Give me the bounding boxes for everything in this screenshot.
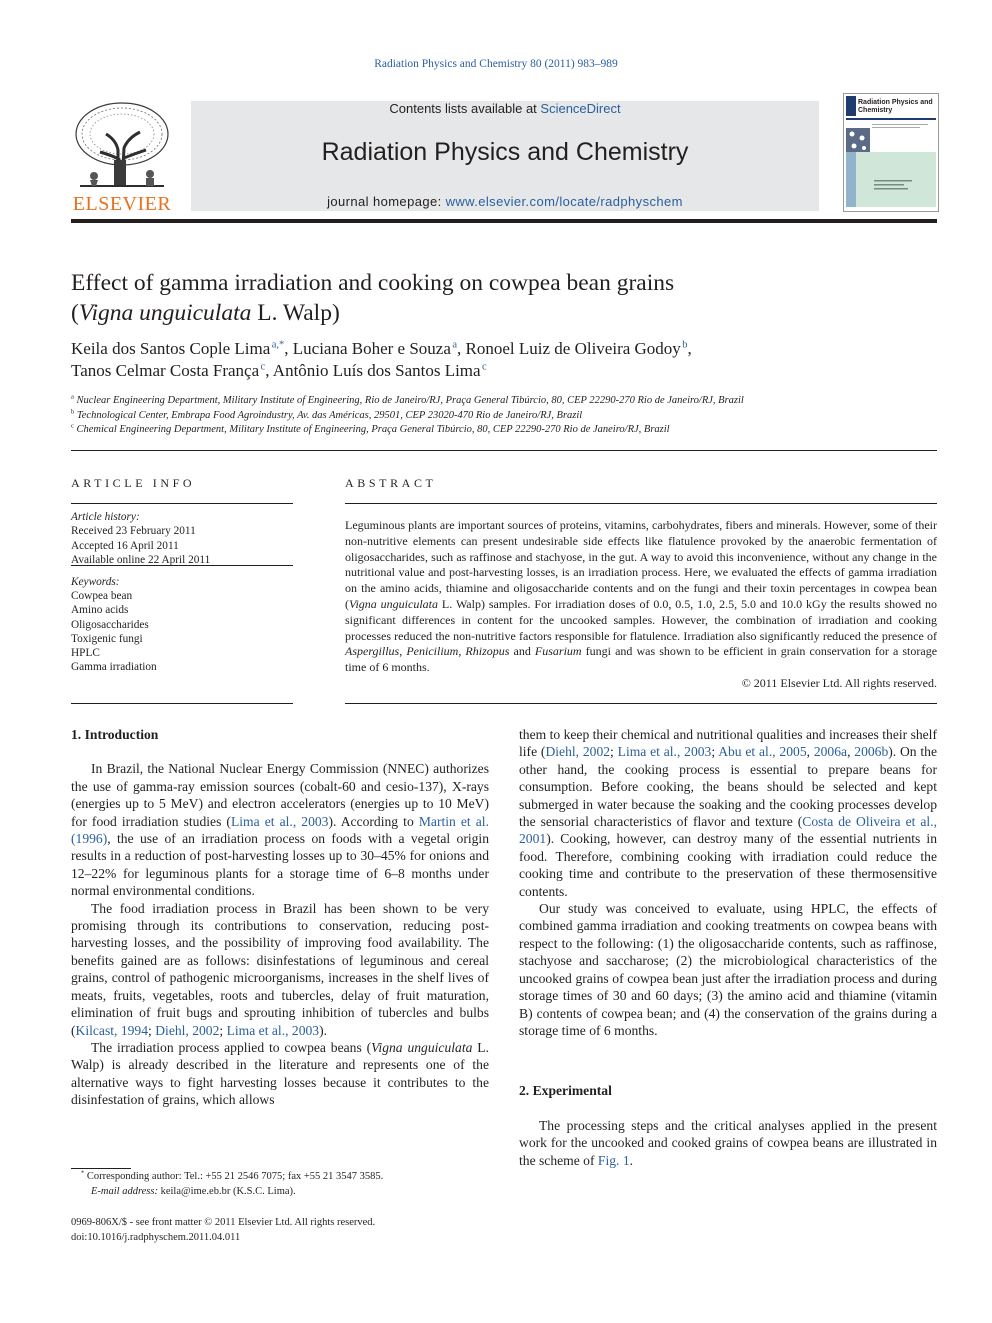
journal-reference[interactable]: Radiation Physics and Chemistry 80 (2011) 983–989	[374, 58, 618, 70]
text-segment: ). On the other hand, the cooking process is essential to prepare beans for consumption. Before cooking, the beans should be selected and kept submerged in water because the soaking and the cooking processes develop the sensorial characteristics of flavor and texture (	[519, 744, 938, 830]
contents-line	[191, 101, 819, 116]
keywords	[71, 575, 293, 674]
abstract-text	[345, 518, 937, 692]
citation-link[interactable]: Lima et al., 2003	[230, 813, 329, 829]
spacer	[71, 743, 489, 760]
author-list	[71, 338, 937, 382]
author-name: Ronoel Luiz de Oliveira Godoy	[465, 339, 681, 358]
affiliation-list	[71, 394, 937, 438]
front-matter-line: 0969-806X/$ - see front matter © 2011 Elsevier Ltd. All rights reserved.	[71, 1217, 376, 1228]
article-title	[71, 268, 937, 328]
journal-title: Radiation Physics and Chemistry	[321, 138, 689, 166]
citation-link[interactable]: Martin et al. (1996)	[71, 813, 489, 847]
citation-link[interactable]: Kilcast, 1994	[75, 1022, 149, 1038]
text-segment: , the use of an irradiation process on foods with a vegetal origin results in a reduction of post-harvesting losses up to 30–45% for onions and 12–22% for leguminous plants for a storage time of 6–8 months under normal environmental conditions.	[71, 831, 489, 899]
journal-cover[interactable]	[843, 93, 939, 212]
text-segment: ). Cooking, however, can destroy many of the essential nutrients in food. Therefore, combining cooking with irradiation could reduce the cooking time and contribute to the preservation of these thermosensitive contents.	[519, 831, 937, 899]
text-segment: In Brazil, the National Nuclear Energy Commission (NNEC) authorizes the use of gamma-ray emission sources (cobalt-60 and cesio-137), X-rays (energies up to 5 MeV) and electron accelerators (energies up to 10 MeV) for food irradiation studies (	[71, 761, 489, 829]
article-info	[71, 476, 293, 674]
title-line-1: Effect of gamma irradiation and cooking on cowpea bean grains	[71, 270, 675, 296]
text-segment: The irradiation process applied to cowpea beans (	[91, 1039, 372, 1055]
text-segment: L. Walp) is already described in the literature and represents one of the alternative ways to fight harvesting losses because it contributes to the disinfestation of grains, which allows	[71, 1039, 489, 1108]
section-heading-experimental: 2. Experimental	[519, 1083, 612, 1099]
text-segment: ).	[319, 1022, 328, 1038]
doi-line[interactable]: doi:10.1016/j.radphyschem.2011.04.011	[71, 1231, 241, 1243]
affiliation-text: Technological Center, Embrapa Food Agroindustry, Av. das Américas, 29501, CEP 23020-470 Rio de Janeiro/RJ, Brazil	[76, 409, 583, 421]
abstract-separator: and	[509, 644, 535, 659]
footnote-text: Corresponding author: Tel.: +55 21 2546 7075; fax +55 21 3547 3585.	[84, 1171, 384, 1182]
text-segment: ;	[610, 744, 618, 760]
author-separator: ,	[265, 361, 273, 380]
email-label: E-mail address:	[91, 1185, 158, 1197]
author-name: Tanos Celmar Costa França	[71, 361, 260, 380]
homepage-line	[191, 194, 819, 209]
spacer	[519, 1039, 937, 1082]
citation-link[interactable]: Lima et al., 2003	[617, 744, 712, 760]
keyword: Gamma irradiation	[71, 661, 157, 674]
author-name: Keila dos Santos Cople Lima	[71, 339, 271, 358]
spacer	[519, 1100, 937, 1117]
abstract-rule-2	[345, 703, 937, 704]
citation-link[interactable]: Costa de Oliveira et al., 2001	[519, 814, 937, 847]
abstract-copyright: © 2011 Elsevier Ltd. All rights reserved.	[741, 675, 937, 690]
text-segment: The processing steps and the critical analyses applied in the present work for the uncooked and cooked grains of cowpea beans are illustrated in the scheme of	[519, 1117, 937, 1168]
sciencedirect-link[interactable]: ScienceDirect	[540, 101, 621, 116]
body-column-right	[519, 726, 937, 1169]
fungus-name: Aspergillus	[345, 644, 400, 659]
author[interactable]	[466, 339, 692, 358]
text-segment: ;	[148, 1022, 156, 1038]
issn-block	[71, 1216, 489, 1245]
text-segment: ,	[806, 744, 814, 760]
elsevier-tree-icon	[70, 100, 174, 188]
citation-link[interactable]: Diehl, 2002	[545, 744, 611, 760]
keyword: Cowpea bean	[71, 590, 133, 603]
abstract-heading: ABSTRACT	[345, 476, 437, 490]
author[interactable]	[71, 339, 293, 358]
citation-link[interactable]: Abu et al., 2005	[718, 744, 807, 760]
keyword: Amino acids	[71, 604, 129, 617]
affiliation	[71, 394, 937, 409]
citation-link[interactable]: Lima et al., 2003	[226, 1022, 320, 1038]
keywords-label: Keywords:	[71, 576, 120, 589]
affiliation-text: Nuclear Engineering Department, Military Institute of Engineering, Rio de Janeiro/RJ, Praça General Tibúrcio, 80, CEP 22290-270 Rio de Janeiro/RJ, Brazil	[76, 395, 744, 406]
text-segment: ). According to	[328, 813, 419, 829]
author-separator: ,	[284, 339, 293, 358]
author-affil-marker[interactable]: a,*	[271, 339, 285, 351]
cover-title: Radiation Physics and Chemistry	[858, 99, 933, 114]
footnote-marker: *	[81, 1169, 85, 1177]
body-column-left	[71, 726, 489, 1109]
abstract-separator: ,	[399, 644, 407, 659]
article-info-rule-3	[71, 703, 293, 704]
text-segment: ;	[219, 1022, 227, 1038]
history-item: Available online 22 April 2011	[71, 553, 211, 566]
header-rule	[71, 219, 937, 223]
footnote-line	[71, 1185, 489, 1200]
footnote-rule	[71, 1168, 131, 1169]
author-affil-marker[interactable]: c	[260, 361, 266, 373]
title-line-2	[71, 298, 937, 328]
history-item: Received 23 February 2011	[71, 525, 196, 538]
figure-link[interactable]: Fig. 1	[597, 1152, 630, 1168]
citation-link[interactable]: 2006b	[854, 744, 889, 760]
affiliation-marker: c	[71, 422, 74, 430]
author-separator: ,	[687, 339, 692, 358]
elsevier-logo	[70, 100, 174, 215]
paragraph: Our study was conceived to evaluate, using HPLC, the effects of combined gamma irradiation and cooking treatments on cowpea beans with respect to the following: (1) the oligosaccharide contents, such as raffinose, stachyose and saccharose; (2) the microbiological characteristics of the uncooked grains of cowpea bean just after the irradiation process and during storage times of 30 and 60 days; (3) the amino acid and thiamine (vitamin B) contents of cowpea bean; and (4) the conservation of the grains during a storage time of 6 months.	[519, 901, 937, 1038]
article-history	[71, 510, 293, 567]
section-heading-introduction: 1. Introduction	[71, 727, 159, 742]
paragraph	[519, 726, 937, 900]
affiliation	[71, 409, 937, 424]
keyword: HPLC	[71, 647, 100, 660]
fungus-name: Penicilium	[406, 644, 459, 659]
author-name: Antônio Luís dos Santos Lima	[272, 361, 481, 380]
citation-link[interactable]: Diehl, 2002	[155, 1022, 220, 1038]
affiliation-rule	[71, 450, 937, 451]
author-affil-marker[interactable]: c	[482, 361, 487, 373]
affiliation	[71, 423, 937, 438]
fungus-name: Fusarium	[534, 644, 582, 659]
title-authority: L. Walp)	[251, 300, 340, 326]
history-label: Article history:	[71, 511, 140, 524]
affiliation-text: Chemical Engineering Department, Military Institute of Engineering, Praça General Tibúrcio, 80, CEP 22290-270 Rio de Janeiro/RJ, Brazil	[76, 424, 670, 436]
abstract-separator: ,	[458, 644, 466, 659]
contents-prefix: Contents lists available at	[389, 101, 541, 116]
paragraph	[71, 900, 489, 1039]
author[interactable]	[71, 361, 273, 380]
email-address[interactable]: keila@ime.eb.br (K.S.C. Lima).	[157, 1185, 296, 1197]
keyword: Oligosaccharides	[71, 618, 149, 631]
abstract-segment: Leguminous plants are important sources of proteins, vitamins, carbohydrates, fibers and minerals. However, some of their non-nutritive elements can present undesirable side effects like flatulence provoked by the anaerobic fermentation of oligosaccharides, such as raffinose and stachyose, in the gut. A way to avoid this inconvenience, without any change in the nutritional value and post-harvesting losses, is an irradiation process. Here, we evaluated the effects of gamma irradiation on the amino acids, thiamine and oligosaccharide contents and on the fungi and their toxin percentages in cowpea bean (	[345, 518, 937, 611]
author-separator: ,	[457, 339, 466, 358]
publisher-name: ELSEVIER	[72, 193, 172, 215]
homepage-link[interactable]: www.elsevier.com/locate/radphyschem	[445, 194, 683, 209]
species-name: Vigna unguiculata	[371, 1039, 473, 1055]
text-segment: ,	[847, 744, 855, 760]
title-paren: (	[71, 300, 79, 326]
paragraph	[519, 1117, 937, 1169]
footnote-line	[71, 1170, 489, 1185]
abstract-segment: fungi and was shown to be efficient in grain conservation for a storage time of 6 months.	[345, 644, 938, 675]
citation-link[interactable]: 2006a	[813, 744, 848, 760]
abstract-segment: L. Walp) samples. For irradiation doses of 0.0, 0.5, 1.0, 2.5, 5.0 and 10.0 kGy the results showed no significant differences in content for the uncooked samples. However, the combination of irradiation and cooking processes reduced the non-nutritive factors responsible for flatulence. Irradiation also significantly reduced the presence of	[345, 596, 937, 643]
text-segment: The food irradiation process in Brazil has been shown to be very promising through its contributions to conservation, reducing post-harvesting losses, and the possibility of improving food availability. The benefits gained are as follows: disinfestations of leguminous and cereal grains, control of pathogenic microorganisms, increases in the shelf lives of meats, fruits, vegetables, roots and tubercles, delay of fruit maturation, elimination of fruit bugs and sprouting inhibition of tubercles and bulbs (	[71, 900, 489, 1038]
affiliation-marker: b	[71, 408, 75, 416]
fungus-name: Rhizopus	[465, 644, 510, 659]
author[interactable]	[293, 339, 466, 358]
text-segment: ;	[711, 744, 719, 760]
homepage-prefix: journal homepage:	[327, 194, 446, 209]
abstract-species: Vigna unguiculata	[349, 596, 439, 611]
article-info-heading: ARTICLE INFO	[71, 476, 196, 490]
author-affil-marker[interactable]: a	[452, 339, 458, 351]
history-item: Accepted 16 April 2011	[71, 539, 179, 552]
affiliation-marker: a	[71, 393, 74, 401]
author-affil-marker[interactable]: b	[682, 339, 688, 351]
author[interactable]	[273, 361, 487, 380]
keyword: Toxigenic fungi	[71, 632, 143, 645]
author-name: Luciana Boher e Souza	[292, 339, 451, 358]
abstract	[345, 476, 937, 692]
title-species: Vigna unguiculata	[78, 300, 252, 326]
paragraph	[71, 1039, 489, 1109]
text-segment: them to keep their chemical and nutritional qualities and increases their shelf life (	[519, 727, 937, 760]
text-segment: .	[629, 1152, 634, 1168]
paragraph	[71, 760, 489, 899]
corresponding-author-footnote	[71, 1170, 489, 1199]
